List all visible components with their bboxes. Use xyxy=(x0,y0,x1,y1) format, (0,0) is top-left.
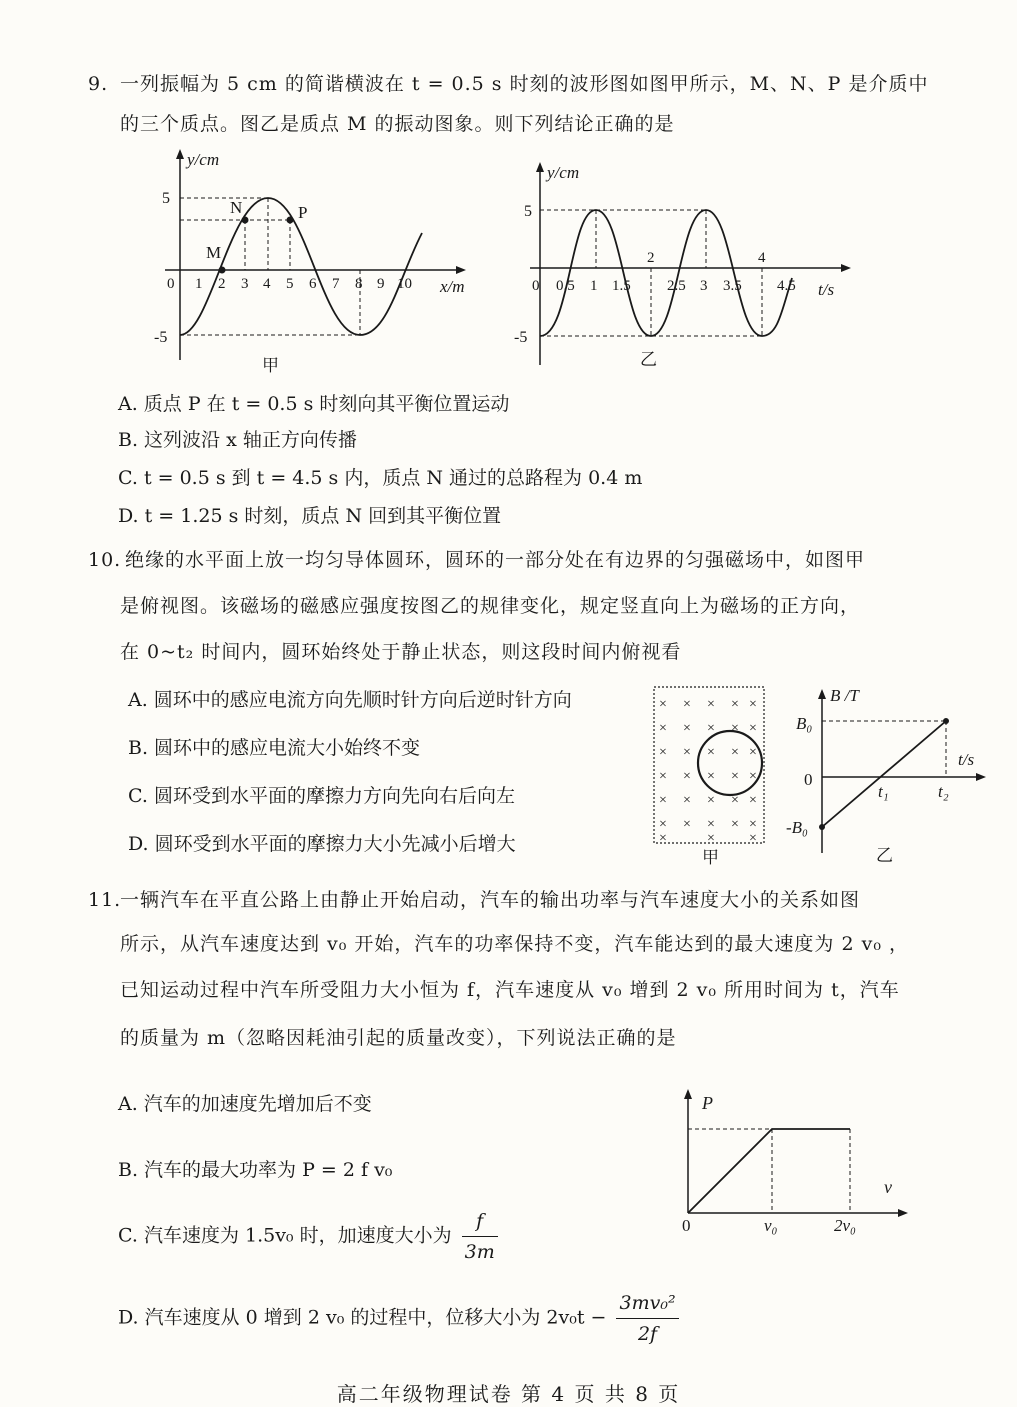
q10-field-figure xyxy=(650,685,770,865)
q10-conductor-ring xyxy=(698,731,762,795)
q9-fig1-xtick-4: 4 xyxy=(263,276,271,292)
q9-fig2-ttick-1: 1 xyxy=(590,278,598,294)
page-footer: 高二年级物理试卷 第 4 页 共 8 页 xyxy=(336,1382,681,1406)
q9-fig1-xlabel: x/m xyxy=(440,277,465,296)
field-mark: × xyxy=(749,721,757,736)
q9-fig2-ylabel: y/cm xyxy=(547,163,580,182)
q9-fig1-xtick-1: 1 xyxy=(195,276,203,292)
q11-fig-v0: v₀ xyxy=(764,1216,778,1235)
q9-number: 9. xyxy=(88,73,109,95)
q11-stem-line1: 一辆汽车在平直公路上由静止开始启动，汽车的输出功率与汽车速度大小的关系如图 xyxy=(120,889,861,911)
q11-option-d-text: D. 汽车速度从 0 增到 2 v₀ 的过程中，位移大小为 2v₀t − xyxy=(118,1306,607,1329)
field-mark: × xyxy=(707,769,715,784)
q10-option-d: D. 圆环受到水平面的摩擦力大小先减小后增大 xyxy=(128,833,516,855)
q9-label-m: M xyxy=(206,243,222,262)
q11-option-d-numerator: 3mv₀² xyxy=(616,1288,678,1319)
q11-option-c-denominator: 3m xyxy=(464,1241,495,1263)
field-mark: × xyxy=(731,769,739,784)
q10-fig2-zero: 0 xyxy=(804,770,813,789)
q10-stem-line2: 是俯视图。该磁场的磁感应强度按图乙的规律变化，规定竖直向上为磁场的正方向， xyxy=(120,595,861,617)
q9-label-p: P xyxy=(298,203,308,222)
field-mark: × xyxy=(749,793,757,808)
q11-option-c-fraction xyxy=(462,1206,498,1267)
q9-stem-line1: 一列振幅为 5 cm 的简谐横波在 t = 0.5 s 时刻的波形图如图甲所示，M、N、P 是介质中 xyxy=(120,73,929,95)
q9-option-a: A. 质点 P 在 t = 0.5 s 时刻向其平衡位置运动 xyxy=(118,393,510,415)
q9-fig2-ytick-neg5: -5 xyxy=(514,329,528,346)
field-mark: × xyxy=(659,817,667,832)
q11-stem-line4: 的质量为 m（忽略因耗油引起的质量改变），下列说法正确的是 xyxy=(120,1027,677,1049)
q9-fig1-xtick-0: 0 xyxy=(167,276,175,292)
q9-fig1-xtick-2: 2 xyxy=(218,276,226,292)
q9-point-n xyxy=(242,217,249,224)
q10-stem-line1: 绝缘的水平面上放一均匀导体圆环，圆环的一部分处在有边界的匀强磁场中，如图甲 xyxy=(125,549,866,571)
q11-option-c-text: C. 汽车速度为 1.5v₀ 时，加速度大小为 xyxy=(118,1224,452,1247)
q9-fig2-ytick-5: 5 xyxy=(524,203,532,220)
q9-fig1-xtick-8: 8 xyxy=(355,276,363,292)
q10-option-a: A. 圆环中的感应电流方向先顺时针方向后逆时针方向 xyxy=(128,689,572,711)
q10-fig2-t2: t₂ xyxy=(938,782,949,801)
field-mark: × xyxy=(683,793,691,808)
field-mark: × xyxy=(749,831,757,846)
field-mark: × xyxy=(707,817,715,832)
field-mark: × xyxy=(683,697,691,712)
field-mark: × xyxy=(683,745,691,760)
field-mark: × xyxy=(683,817,691,832)
q9-fig1-caption: 甲 xyxy=(262,356,279,375)
q11-fig-xlabel: v xyxy=(884,1177,892,1197)
q9-fig1-xtick-9: 9 xyxy=(377,276,385,292)
q11-fig-zero: 0 xyxy=(682,1216,691,1235)
field-mark: × xyxy=(659,769,667,784)
q11-option-d-denominator: 2f xyxy=(637,1323,658,1345)
q9-fig1-xtick-10: 10 xyxy=(397,276,412,292)
field-mark: × xyxy=(707,793,715,808)
q11-option-a: A. 汽车的加速度先增加后不变 xyxy=(118,1093,372,1115)
q10-fig1-caption: 甲 xyxy=(702,848,719,867)
field-mark: × xyxy=(749,745,757,760)
q9-fig1-xtick-6: 6 xyxy=(309,276,317,292)
q10-option-c: C. 圆环受到水平面的摩擦力方向先向右后向左 xyxy=(128,785,515,807)
field-mark: × xyxy=(707,831,715,846)
q11-pv-curve xyxy=(688,1129,850,1213)
field-mark: × xyxy=(659,697,667,712)
q9-option-d: D. t = 1.25 s 时刻，质点 N 回到其平衡位置 xyxy=(118,505,502,527)
q11-option-d xyxy=(118,1288,683,1349)
q9-fig2-ttick-3.5: 3.5 xyxy=(723,278,742,294)
field-mark: × xyxy=(731,745,739,760)
q11-fig-2v0: 2v₀ xyxy=(834,1216,856,1235)
q9-fig2-ttick-2.5: 2.5 xyxy=(667,278,686,294)
q9-stem-line2: 的三个质点。图乙是质点 M 的振动图象。则下列结论正确的是 xyxy=(120,113,675,135)
q9-fig2-ttick-1.5: 1.5 xyxy=(612,278,631,294)
q9-fig2-ttick-4: 4 xyxy=(758,250,766,266)
field-mark: × xyxy=(707,697,715,712)
field-mark: × xyxy=(749,769,757,784)
q9-point-m xyxy=(219,267,226,274)
field-mark: × xyxy=(749,817,757,832)
q9-fig2-ttick-3: 3 xyxy=(700,278,708,294)
field-mark: × xyxy=(683,769,691,784)
field-mark: × xyxy=(659,793,667,808)
q11-option-c xyxy=(118,1206,502,1267)
q10-bt-line xyxy=(822,721,946,827)
q9-fig2-ttick-4.5: 4.5 xyxy=(777,278,796,294)
field-mark: × xyxy=(683,721,691,736)
q9-option-c: C. t = 0.5 s 到 t = 4.5 s 内，质点 N 通过的总路程为 0.4 m xyxy=(118,467,643,489)
q9-fig2-caption: 乙 xyxy=(640,350,657,369)
q10-fig2-t1: t₁ xyxy=(878,782,889,801)
field-mark: × xyxy=(707,721,715,736)
q9-fig1-ylabel: y/cm xyxy=(187,150,220,169)
q11-fig-ylabel: P xyxy=(702,1093,713,1113)
q9-fig2-xlabel: t/s xyxy=(818,280,835,299)
field-mark: × xyxy=(749,697,757,712)
field-mark: × xyxy=(731,817,739,832)
q9-vibration-curve xyxy=(540,210,792,336)
q11-stem-line3: 已知运动过程中汽车所受阻力大小恒为 f，汽车速度从 v₀ 增到 2 v₀ 所用时间为 t，汽车 xyxy=(120,979,900,1001)
q10-fig2-b0: B₀ xyxy=(796,714,813,733)
field-mark: × xyxy=(659,721,667,736)
q10-stem-line3: 在 0~t₂ 时间内，圆环始终处于静止状态，则这段时间内俯视看 xyxy=(120,641,682,663)
q10-bt-figure xyxy=(780,685,1000,865)
q9-fig1-ytick-neg5: -5 xyxy=(154,329,168,346)
q9-fig1-xtick-5: 5 xyxy=(286,276,294,292)
field-mark: × xyxy=(731,793,739,808)
q9-fig1-xtick-3: 3 xyxy=(241,276,249,292)
q11-option-c-numerator: f xyxy=(462,1206,498,1237)
q9-vibration-figure xyxy=(510,160,870,375)
q9-fig2-ttick-2: 2 xyxy=(647,250,655,266)
q10-fig2-caption-visible: 乙 xyxy=(876,846,893,865)
q9-fig2-ttick-0.5: 0.5 xyxy=(556,278,575,294)
q9-label-n: N xyxy=(230,198,243,217)
q11-option-d-fraction xyxy=(616,1288,678,1349)
q9-wave-figure xyxy=(150,145,480,375)
field-mark: × xyxy=(731,697,739,712)
q10-option-b: B. 圆环中的感应电流大小始终不变 xyxy=(128,737,421,759)
field-mark: × xyxy=(707,745,715,760)
q9-point-p xyxy=(287,217,294,224)
q11-pv-figure xyxy=(670,1085,920,1245)
q11-option-b: B. 汽车的最大功率为 P = 2 f v₀ xyxy=(118,1159,393,1181)
q9-fig2-ttick-0: 0 xyxy=(532,278,540,294)
q10-fig2-neg-b0: -B₀ xyxy=(786,818,808,837)
q9-option-b: B. 这列波沿 x 轴正方向传播 xyxy=(118,429,357,451)
q10-fig2-ylabel: B /T xyxy=(830,686,859,705)
q9-fig1-xtick-7: 7 xyxy=(332,276,340,292)
q10-number: 10. xyxy=(88,549,122,571)
field-mark: × xyxy=(659,745,667,760)
q11-stem-line2: 所示，从汽车速度达到 v₀ 开始，汽车的功率保持不变，汽车能达到的最大速度为 2 v₀ ， xyxy=(120,933,909,955)
field-mark: × xyxy=(659,831,667,846)
q11-number: 11. xyxy=(88,889,122,911)
q10-fig2-xlabel: t/s xyxy=(958,750,975,769)
q9-fig1-ytick-5: 5 xyxy=(162,190,170,207)
field-mark: × xyxy=(731,721,739,736)
